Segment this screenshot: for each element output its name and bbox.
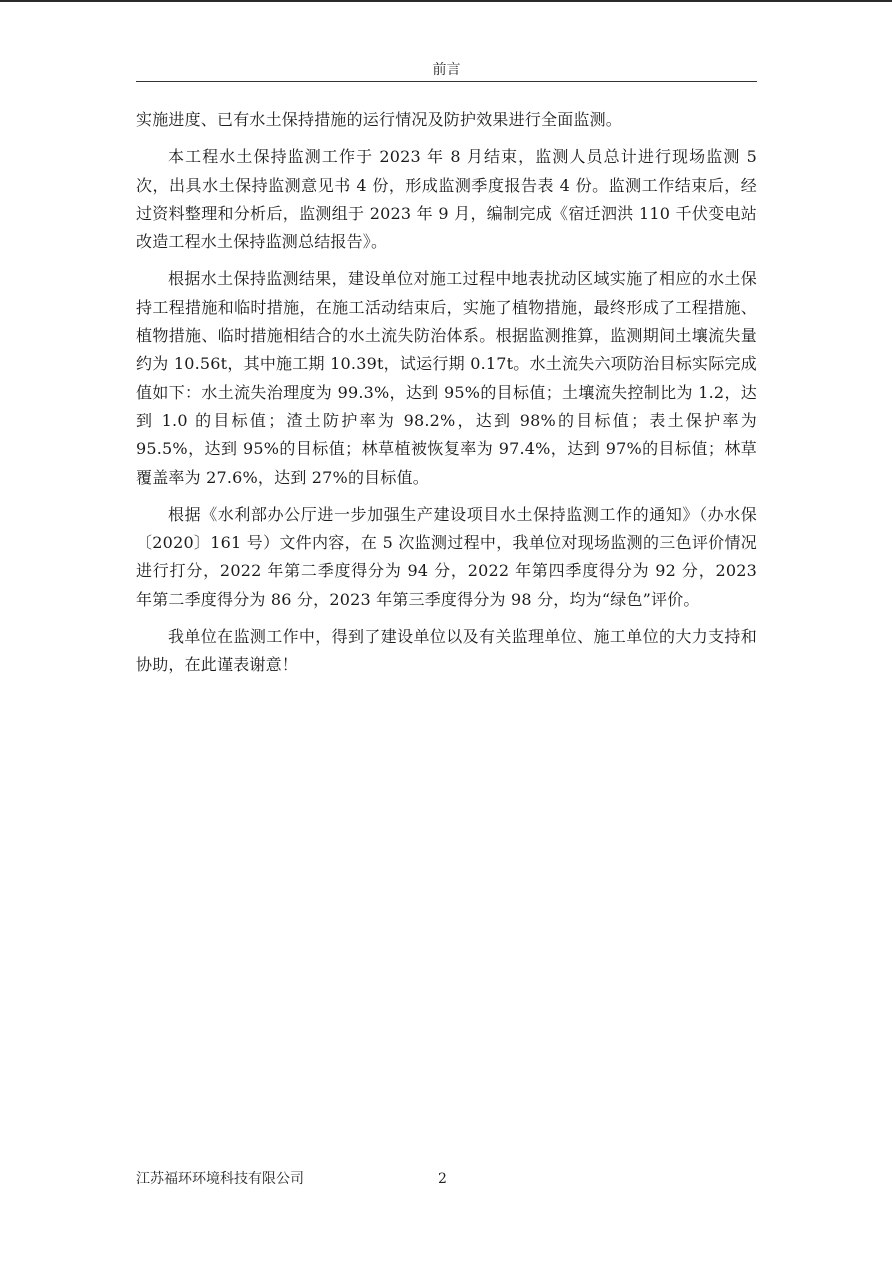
page-top-border — [0, 0, 892, 2]
header-title: 前言 — [432, 62, 461, 78]
footer-page-number: 2 — [438, 1171, 447, 1187]
header-divider — [136, 81, 757, 82]
footer-company: 江苏福环环境科技有限公司 — [136, 1171, 304, 1187]
paragraph-monitoring-results: 根据水土保持监测结果，建设单位对施工过程中地表扰动区域实施了相应的水土保持工程措施和临时措施，在施工活动结束后，实施了植物措施，最终形成了工程措施、植物措施、临时措施相结合的水土流失防治体系。根据监测推算，监测期间土壤流失量约为 10.56t，其中施工期 10.39t，试运行期 0.17t。水土流失六项防治目标实际完成值如下：水土流失治理度为 99.3%，达到 95%的目标值；土壤流失控制比为 1.2，达到 1.0 的目标值；渣土防护率为 98.2%，达到 98%的目标值；表土保护率为 95.5%，达到 95%的目标值；林草植被恢复率为 97.4%，达到 97%的目标值；林草覆盖率为 27.6%，达到 27%的目标值。 — [136, 269, 757, 487]
paragraph-three-color-evaluation: 根据《水利部办公厅进一步加强生产建设项目水土保持监测工作的通知》（办水保〔2020〕161 号）文件内容，在 5 次监测过程中，我单位对现场监测的三色评价情况进行打分，2022 年第二季度得分为 94 分，2022 年第四季度得分为 92 分，2023 年第二季度得分为 86 分，2023 年第三季度得分为 98 分，均为“绿色”评价。 — [136, 504, 757, 609]
paragraph-monitoring-summary: 本工程水土保持监测工作于 2023 年 8 月结束，监测人员总计进行现场监测 5 次，出具水土保持监测意见书 4 份，形成监测季度报告表 4 份。监测工作结束后，经过资料整理和分析后，监测组于 2023 年 9 月，编制完成《宿迁泗洪 110 千伏变电站改造工程水土保持监测总结报告》。 — [136, 147, 757, 252]
paragraph-continuation: 实施进度、已有水土保持措施的运行情况及防护效果进行全面监测。 — [136, 110, 623, 129]
paragraph-acknowledgement: 我单位在监测工作中，得到了建设单位以及有关监理单位、施工单位的大力支持和协助，在此谨表谢意！ — [136, 627, 757, 675]
body-text — [136, 106, 757, 689]
